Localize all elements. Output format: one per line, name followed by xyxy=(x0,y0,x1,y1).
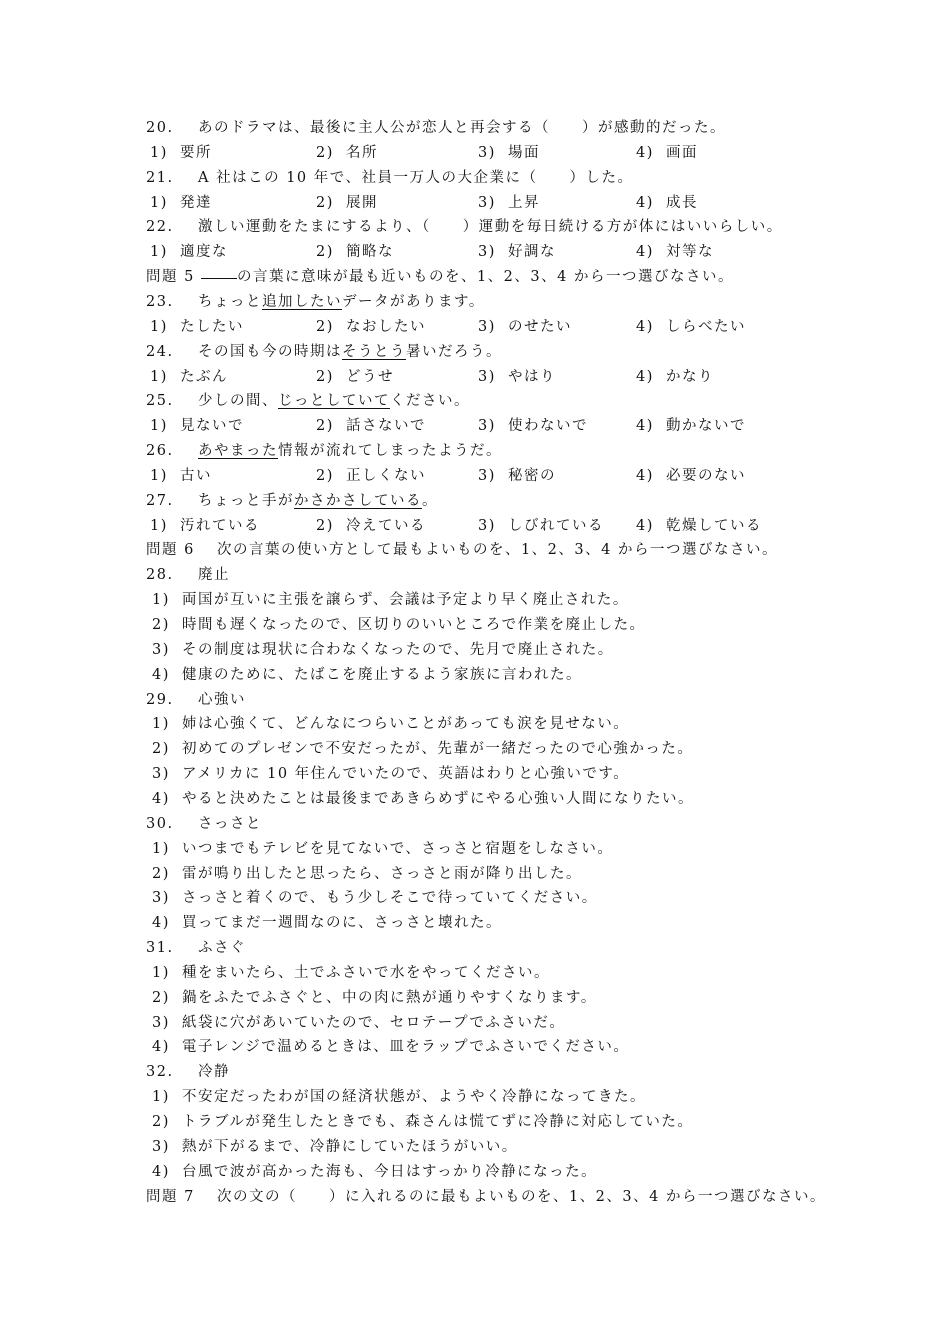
option-text: 対等な xyxy=(666,244,714,261)
option-text: 動かないで xyxy=(666,418,746,435)
question-line xyxy=(146,491,438,511)
underlined-word: かさかさしている xyxy=(294,492,422,509)
option-text: 好調な xyxy=(508,244,556,261)
question-number: 23. xyxy=(146,293,174,310)
sentence-choice xyxy=(152,1087,646,1107)
option-number: 2) xyxy=(316,418,334,435)
option-text: 発達 xyxy=(180,194,212,211)
answer-option xyxy=(150,193,212,213)
question-text: 情報が流れてしまったようだ。 xyxy=(278,443,502,460)
option-text: 見ないで xyxy=(180,418,244,435)
option-text: 展開 xyxy=(346,194,378,211)
choice-number: 4) xyxy=(152,1163,170,1180)
option-text: 話さないで xyxy=(346,418,426,435)
underlined-word: あやまった xyxy=(198,443,278,460)
option-number: 1) xyxy=(150,368,168,385)
question-number: 24. xyxy=(146,343,174,360)
option-text: かなり xyxy=(666,368,714,385)
section-label: 問題 6 xyxy=(146,542,195,559)
choice-number: 4) xyxy=(152,915,170,932)
option-text: 要所 xyxy=(180,144,212,161)
option-number: 4) xyxy=(636,318,654,335)
question-text: ください。 xyxy=(390,393,470,410)
option-number: 3) xyxy=(478,244,496,261)
question-text: 。 xyxy=(422,492,438,509)
sentence-choice xyxy=(152,988,597,1008)
sentence-choice xyxy=(152,888,598,908)
answer-option xyxy=(478,193,540,213)
question-number: 30. xyxy=(146,815,174,832)
sentence-choice xyxy=(152,665,582,685)
answer-option xyxy=(478,317,572,337)
choice-number: 4) xyxy=(152,666,170,683)
sentence-choice xyxy=(152,615,646,635)
choice-number: 1) xyxy=(152,1089,170,1106)
answer-option xyxy=(316,193,378,213)
option-number: 4) xyxy=(636,467,654,484)
answer-option xyxy=(316,516,426,536)
answer-option xyxy=(478,143,540,163)
question-text: 廃止 xyxy=(198,567,230,584)
option-text: どうせ xyxy=(346,368,394,385)
question-text: 激しい運動をたまにするより、（ ）運動を毎日続ける方が体にはいいらしい。 xyxy=(198,219,783,236)
option-text: たしたい xyxy=(180,318,244,335)
answer-option xyxy=(316,367,394,387)
question-text: 暑いだろう。 xyxy=(406,343,502,360)
choice-text: 初めてのプレゼンで不安だったが、先輩が一緒だったので心強かった。 xyxy=(182,741,694,758)
answer-option xyxy=(636,416,746,436)
sentence-choice xyxy=(152,739,693,759)
answer-option xyxy=(150,516,260,536)
option-number: 1) xyxy=(150,194,168,211)
choice-number: 2) xyxy=(152,617,170,633)
answer-option xyxy=(316,143,378,163)
section-instruction: の言葉に意味が最も近いものを、1、2、3、4 から一つ選びなさい。 xyxy=(236,269,734,286)
choice-text: その制度は現状に合わなくなったので、先月で廃止された。 xyxy=(182,641,614,658)
question-text: 冷静 xyxy=(198,1064,230,1081)
sentence-choice xyxy=(152,1037,629,1057)
answer-option xyxy=(636,317,746,337)
question-number: 25. xyxy=(146,393,174,410)
sentence-choice xyxy=(152,1137,518,1157)
section-instruction: 次の言葉の使い方として最もよいものを、1、2、3、4 から一つ選びなさい。 xyxy=(216,542,778,559)
question-line xyxy=(146,342,502,362)
choice-number: 4) xyxy=(152,790,170,807)
option-number: 1) xyxy=(150,517,168,534)
choice-text: いつまでもテレビを見てないで、さっさと宿題をしなさい。 xyxy=(182,840,614,857)
option-number: 2) xyxy=(316,368,334,385)
option-text: たぶん xyxy=(180,368,228,385)
option-number: 2) xyxy=(316,144,334,161)
choice-number: 2) xyxy=(152,989,170,1006)
answer-option xyxy=(150,367,228,387)
option-text: 冷えている xyxy=(346,517,426,534)
option-number: 2) xyxy=(316,194,334,211)
option-text: 使わないで xyxy=(508,418,588,435)
question-line xyxy=(146,938,246,958)
section-label: 問題 5 xyxy=(146,269,195,286)
answer-option xyxy=(478,242,556,262)
answer-option xyxy=(316,242,394,262)
question-number: 20. xyxy=(146,120,174,136)
option-text: 適度な xyxy=(180,244,228,261)
sentence-choice xyxy=(152,1162,597,1182)
question-number: 26. xyxy=(146,443,174,460)
option-text: 名所 xyxy=(346,144,378,161)
option-number: 4) xyxy=(636,418,654,435)
section-instruction: 次の文の（ ）に入れるのに最もよいものを、1、2、3、4 から一つ選びなさい。 xyxy=(216,1188,826,1205)
choice-number: 1) xyxy=(152,840,170,857)
answer-option xyxy=(316,416,426,436)
option-number: 3) xyxy=(478,368,496,385)
underlined-word: じっとしていて xyxy=(278,393,390,410)
question-line xyxy=(146,565,230,585)
option-text: 古い xyxy=(180,467,212,484)
option-text: 簡略な xyxy=(346,244,394,261)
section-heading xyxy=(146,267,734,287)
option-number: 4) xyxy=(636,144,654,161)
answer-option xyxy=(636,367,714,387)
choice-text: 雷が鳴り出したと思ったら、さっさと雨が降り出した。 xyxy=(182,865,582,882)
question-text: ちょっと手が xyxy=(198,492,294,509)
sentence-choice xyxy=(152,864,582,884)
question-number: 22. xyxy=(146,219,174,236)
sentence-choice xyxy=(152,839,613,859)
choice-text: 姉は心強くて、どんなにつらいことがあっても涙を見せない。 xyxy=(182,716,630,733)
blank-underline xyxy=(201,277,237,279)
option-text: のせたい xyxy=(508,318,572,335)
sentence-choice xyxy=(152,590,629,610)
question-line xyxy=(146,1062,230,1082)
question-text: ふさぐ xyxy=(198,940,246,957)
question-number: 27. xyxy=(146,492,174,509)
option-text: なおしたい xyxy=(346,318,426,335)
sentence-choice xyxy=(152,1112,693,1132)
question-line xyxy=(146,118,726,138)
choice-text: やると決めたことは最後まであきらめずにやる心強い人間になりたい。 xyxy=(182,790,694,807)
sentence-choice xyxy=(152,789,694,809)
question-text: あのドラマは、最後に主人公が恋人と再会する（ ）が感動的だった。 xyxy=(198,120,726,136)
option-number: 3) xyxy=(478,517,496,534)
question-text: 少しの間、 xyxy=(198,393,278,410)
option-number: 3) xyxy=(478,318,496,335)
choice-number: 1) xyxy=(152,716,170,733)
choice-number: 3) xyxy=(152,766,170,783)
answer-option xyxy=(316,317,426,337)
choice-text: 熱が下がるまで、冷静にしていたほうがいい。 xyxy=(182,1138,518,1155)
question-text: さっさと xyxy=(198,815,262,832)
option-text: 乾燥している xyxy=(666,517,762,534)
option-number: 1) xyxy=(150,467,168,484)
option-text: 秘密の xyxy=(508,467,556,484)
option-text: 汚れている xyxy=(180,517,260,534)
option-number: 3) xyxy=(478,418,496,435)
choice-text: 種をまいたら、土でふさいで水をやってください。 xyxy=(182,964,550,981)
option-number: 1) xyxy=(150,318,168,335)
sentence-choice xyxy=(152,913,502,933)
question-text: ちょっと xyxy=(198,293,262,310)
answer-option xyxy=(636,143,698,163)
option-text: 場面 xyxy=(508,144,540,161)
sentence-choice xyxy=(152,963,550,983)
question-number: 21. xyxy=(146,169,174,186)
question-number: 32. xyxy=(146,1064,174,1081)
answer-option xyxy=(478,416,588,436)
choice-number: 3) xyxy=(152,1138,170,1155)
option-number: 2) xyxy=(316,467,334,484)
option-number: 4) xyxy=(636,517,654,534)
option-text: しらべたい xyxy=(666,318,746,335)
option-number: 1) xyxy=(150,144,168,161)
sentence-choice xyxy=(152,640,614,660)
answer-option xyxy=(150,143,212,163)
answer-option xyxy=(150,416,244,436)
option-number: 1) xyxy=(150,418,168,435)
question-number: 31. xyxy=(146,940,174,957)
option-number: 4) xyxy=(636,244,654,261)
choice-number: 3) xyxy=(152,890,170,907)
answer-option xyxy=(150,466,212,486)
section-heading xyxy=(146,540,778,560)
choice-text: トラブルが発生したときでも、森さんは慌てずに冷静に対応していた。 xyxy=(182,1114,694,1130)
choice-text: 不安定だったわが国の経済状態が、ようやく冷静になってきた。 xyxy=(182,1089,646,1106)
section-heading xyxy=(146,1187,826,1207)
question-line xyxy=(146,814,262,834)
option-text: 正しくない xyxy=(346,467,426,484)
answer-option xyxy=(636,242,714,262)
question-number: 29. xyxy=(146,691,174,708)
question-number: 28. xyxy=(146,567,174,584)
option-number: 3) xyxy=(478,467,496,484)
option-text: 上昇 xyxy=(508,194,540,211)
question-line xyxy=(146,441,502,461)
answer-option xyxy=(478,466,556,486)
option-number: 3) xyxy=(478,144,496,161)
answer-option xyxy=(636,466,746,486)
option-text: 成長 xyxy=(666,194,698,211)
answer-option xyxy=(636,193,698,213)
question-text: データがあります。 xyxy=(342,293,485,310)
underlined-word: 追加したい xyxy=(262,293,342,310)
sentence-choice xyxy=(152,1013,565,1033)
question-text: 心強い xyxy=(198,691,246,708)
choice-number: 2) xyxy=(152,1114,170,1130)
choice-number: 3) xyxy=(152,641,170,658)
choice-text: 台風で波が高かった海も、今日はすっかり冷静になった。 xyxy=(182,1163,598,1180)
choice-number: 2) xyxy=(152,865,170,882)
choice-number: 2) xyxy=(152,741,170,758)
option-number: 2) xyxy=(316,318,334,335)
choice-number: 3) xyxy=(152,1014,170,1031)
option-number: 2) xyxy=(316,244,334,261)
choice-text: さっさと着くので、もう少しそこで待っていてください。 xyxy=(182,890,598,907)
option-number: 3) xyxy=(478,194,496,211)
question-line xyxy=(146,217,783,237)
question-text: その国も今の時期は xyxy=(198,343,342,360)
choice-text: 鍋をふたでふさぐと、中の肉に熱が通りやすくなります。 xyxy=(182,989,597,1006)
option-number: 4) xyxy=(636,368,654,385)
option-text: しびれている xyxy=(508,517,604,534)
option-text: 必要のない xyxy=(666,467,746,484)
choice-text: 健康のために、たばこを廃止するよう家族に言われた。 xyxy=(182,666,582,683)
question-text: A 社はこの 10 年で、社員一万人の大企業に（ ）した。 xyxy=(198,169,634,186)
option-text: 画面 xyxy=(666,144,698,161)
section-label: 問題 7 xyxy=(146,1188,195,1205)
choice-number: 4) xyxy=(152,1039,170,1056)
question-line xyxy=(146,292,485,312)
question-line xyxy=(146,391,470,411)
option-number: 1) xyxy=(150,244,168,261)
option-number: 4) xyxy=(636,194,654,211)
underlined-word: そうとう xyxy=(342,343,406,360)
answer-option xyxy=(316,466,426,486)
answer-option xyxy=(478,367,556,387)
choice-text: 紙袋に穴があいていたので、セロテープでふさいだ。 xyxy=(182,1014,566,1031)
answer-option xyxy=(478,516,604,536)
choice-text: 両国が互いに主張を譲らず、会議は予定より早く廃止された。 xyxy=(182,592,629,609)
answer-option xyxy=(150,242,228,262)
answer-option xyxy=(636,516,762,536)
choice-number: 1) xyxy=(152,592,170,609)
option-number: 2) xyxy=(316,517,334,534)
question-line xyxy=(146,690,246,710)
choice-text: 電子レンジで温めるときは、皿をラップでふさいでください。 xyxy=(182,1039,630,1056)
question-line xyxy=(146,168,633,188)
option-text: やはり xyxy=(508,368,556,385)
sentence-choice xyxy=(152,764,629,784)
choice-text: 買ってまだ一週間なのに、さっさと壊れた。 xyxy=(182,915,502,932)
choice-number: 1) xyxy=(152,964,170,981)
sentence-choice xyxy=(152,714,629,734)
answer-option xyxy=(150,317,244,337)
choice-text: 時間も遅くなったので、区切りのいいところで作業を廃止した。 xyxy=(182,617,646,633)
choice-text: アメリカに 10 年住んでいたので、英語はわりと心強いです。 xyxy=(182,766,630,783)
